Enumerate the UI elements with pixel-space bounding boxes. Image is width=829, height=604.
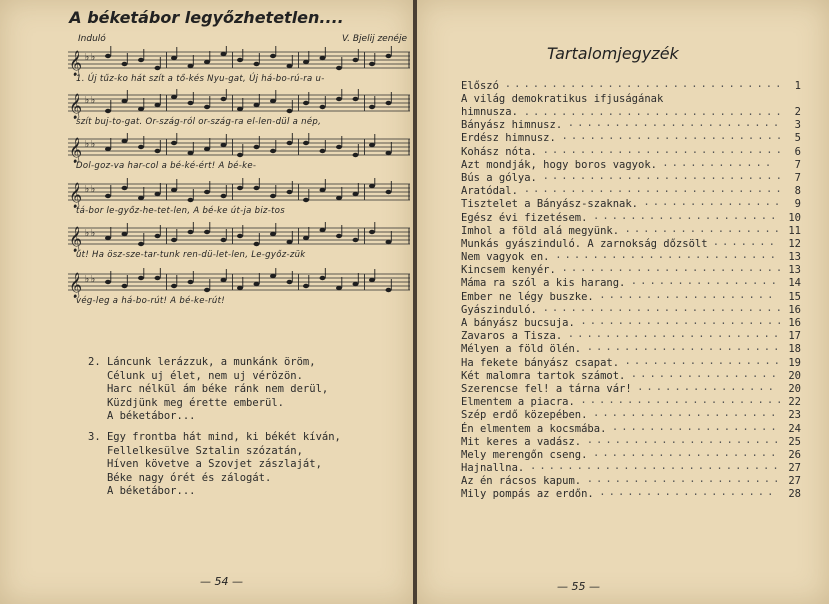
- toc-entry-title: Aratódal.: [461, 185, 518, 198]
- verse-line: 3. Egy frontba hát mind, ki békét kíván,: [88, 431, 341, 443]
- note-head: [254, 145, 260, 149]
- note-head: [254, 62, 260, 66]
- note-head: [287, 190, 293, 194]
- toc-entry-page: 6: [794, 145, 801, 158]
- note-head: [188, 64, 194, 68]
- verse-line: Harc nélkül ám béke ránk nem derül,: [88, 383, 329, 395]
- toc-entry: [461, 488, 801, 501]
- note-head: [336, 286, 342, 290]
- verse-3: [88, 431, 341, 499]
- note-head: [369, 143, 375, 147]
- note-head: [155, 66, 161, 70]
- lyric-line: vég-leg a há-bo-rút! A bé-ke-rút!: [76, 296, 225, 306]
- note-head: [171, 95, 177, 99]
- note-head: [188, 230, 194, 234]
- toc-entry-page: 5: [794, 132, 801, 145]
- verse-line: 2. Láncunk lerázzuk, a munkánk öröm,: [88, 356, 316, 368]
- note-head: [353, 97, 359, 101]
- note-head: [369, 105, 375, 109]
- toc-entry-title: Egész évi fizetésem.: [461, 211, 588, 224]
- toc-leader-dots: .....................: [586, 341, 783, 354]
- toc-leader-dots: ...................: [599, 288, 777, 301]
- toc-entry-page: 19: [788, 356, 801, 369]
- toc-entry: [461, 93, 801, 119]
- note-head: [336, 66, 342, 70]
- note-head: [386, 288, 392, 292]
- staff-lines: [68, 133, 412, 163]
- note-head: [105, 280, 111, 284]
- page-number-right: — 55 —: [557, 580, 600, 593]
- song-title: A béketábor legyőzhetetlen....: [69, 8, 344, 27]
- note-head: [188, 101, 194, 105]
- toc-entry-title: Erdész himnusz.: [461, 132, 556, 145]
- treble-clef-icon: 𝄞: [69, 273, 83, 298]
- note-head: [369, 278, 375, 282]
- toc-entry-title: Tisztelet a Bányász-szaknak.: [461, 198, 639, 211]
- note-head: [386, 101, 392, 105]
- toc-entry-title: Zavaros a Tisza.: [461, 330, 563, 343]
- note-head: [105, 236, 111, 240]
- verse-line: Béke nagy órét és zálogát.: [88, 471, 272, 484]
- toc-entry-title: Előszó: [461, 80, 499, 92]
- note-head: [171, 188, 177, 192]
- note-head: [369, 230, 375, 234]
- toc-leader-dots: ....................: [593, 446, 780, 459]
- toc-entry-title: Máma ra szól a kis harang.: [461, 277, 626, 290]
- toc-entry-page: 28: [788, 488, 801, 501]
- toc-leader-dots: ...............: [643, 196, 784, 209]
- toc-entry-title: Mily pompás az erdőn.: [461, 488, 594, 501]
- note-head: [320, 188, 326, 192]
- note-head: [287, 240, 293, 244]
- flat-icon: ♭♭: [84, 139, 97, 150]
- note-head: [386, 240, 392, 244]
- note-head: [320, 105, 326, 109]
- note-head: [155, 103, 161, 107]
- note-head: [320, 276, 326, 280]
- note-head: [303, 236, 309, 240]
- toc-entry-page: 13: [788, 264, 801, 277]
- toc-leader-dots: ..........................: [542, 169, 785, 182]
- toc-leader-dots: ......................: [580, 315, 786, 327]
- note-head: [105, 54, 111, 58]
- page-number-left: — 54 —: [200, 575, 243, 588]
- note-head: [237, 234, 243, 238]
- staff-lines: [68, 222, 412, 252]
- toc-entry-title: A bányász bucsuja.: [461, 317, 575, 329]
- treble-clef-icon: 𝄞: [69, 51, 83, 76]
- toc-entry-page: 14: [788, 277, 801, 290]
- lyric-line: út! Ha ösz-sze-tar-tunk ren-dü-let-len, Le-győz-zük: [76, 250, 306, 260]
- note-head: [270, 194, 276, 198]
- toc-leader-dots: ...............: [637, 380, 777, 393]
- verse-line: A béketábor...: [88, 410, 196, 422]
- toc-entry: [461, 80, 801, 93]
- note-head: [204, 190, 210, 194]
- note-head: [221, 97, 227, 101]
- note-head: [386, 190, 392, 194]
- note-head: [303, 141, 309, 145]
- toc-entry-title: Munkás gyászinduló. A zarnokság dőzsölt: [461, 237, 708, 250]
- toc-title: Tartalomjegyzék: [547, 44, 679, 63]
- toc-entry-title: Két malomra tartok számot.: [461, 369, 626, 382]
- toc-entry-page: 3: [794, 119, 801, 132]
- note-head: [138, 196, 144, 200]
- toc-entry-title: Szép erdő közepében.: [461, 409, 588, 422]
- toc-entry-page: 20: [788, 369, 801, 382]
- toc-entry-title: A világ demokratikus ifjuságának: [461, 93, 664, 106]
- note-head: [105, 194, 111, 198]
- staff-lines: [68, 46, 412, 76]
- note-head: [320, 149, 326, 153]
- toc-leader-dots: .................: [624, 354, 783, 367]
- toc-entry-page: 23: [788, 409, 801, 422]
- note-head: [303, 101, 309, 105]
- treble-clef-icon: 𝄞: [69, 227, 83, 252]
- note-head: [237, 107, 243, 111]
- staff-lines: [68, 268, 412, 298]
- lyric-line: Dol-goz-va har-col a bé-ké-ért! A bé-ke-: [76, 161, 257, 171]
- toc-entry-title: Mélyen a föld ölén.: [461, 343, 582, 356]
- note-head: [188, 280, 194, 284]
- toc-entry-page: 18: [788, 343, 801, 356]
- toc-entry-title: Ha fekete bányász csapat.: [461, 356, 620, 369]
- note-head: [204, 105, 210, 109]
- verse-line: Fellelkesülve Sztalin szózatán,: [88, 444, 303, 457]
- note-head: [188, 151, 194, 155]
- toc-leader-dots: .....................: [586, 433, 783, 446]
- note-head: [204, 147, 210, 151]
- toc-leader-dots: ..................: [611, 420, 780, 433]
- toc-entry-page: 27: [788, 475, 801, 488]
- verse-line: Küzdjünk meg érette emberül.: [88, 396, 284, 409]
- toc-leader-dots: ........................: [561, 262, 786, 275]
- toc-leader-dots: ..............................: [504, 78, 785, 90]
- note-head: [138, 242, 144, 246]
- note-head: [204, 230, 210, 234]
- tempo-marking: Induló: [78, 34, 106, 44]
- note-head: [237, 58, 243, 62]
- note-head: [221, 278, 227, 282]
- note-head: [122, 62, 128, 66]
- toc-entry-page: 2: [794, 106, 801, 119]
- note-head: [105, 147, 111, 151]
- toc-leader-dots: ............................: [523, 106, 785, 119]
- note-head: [138, 107, 144, 111]
- note-head: [336, 234, 342, 238]
- toc-entry-page: 12: [788, 237, 801, 250]
- toc-entry-page: 10: [788, 211, 801, 224]
- toc-leader-dots: ................: [630, 275, 780, 288]
- note-head: [353, 58, 359, 62]
- toc-entry-page: 16: [788, 303, 801, 316]
- note-head: [287, 141, 293, 145]
- note-head: [155, 234, 161, 238]
- toc-entry-page: 15: [788, 290, 801, 303]
- toc-entry-title: Kincsem kenyér.: [461, 264, 556, 277]
- toc-leader-dots: ....................: [593, 209, 780, 222]
- flat-icon: ♭♭: [84, 274, 97, 285]
- note-head: [171, 141, 177, 145]
- note-head: [369, 62, 375, 66]
- note-head: [270, 54, 276, 58]
- toc-entry-page: 7: [794, 158, 801, 171]
- staff-lines: [68, 178, 412, 208]
- toc-entry-title: Bús a gólya.: [461, 171, 537, 184]
- note-head: [237, 186, 243, 190]
- note-head: [336, 196, 342, 200]
- note-head: [353, 238, 359, 242]
- note-head: [254, 186, 260, 190]
- toc-leader-dots: ............: [662, 156, 775, 169]
- verse-2: [88, 356, 328, 424]
- staff-lines: [68, 89, 412, 119]
- note-head: [303, 284, 309, 288]
- toc-entry-page: 24: [788, 422, 801, 435]
- lyric-line: 1. Új tűz-ko hát szít a tő-kés Nyu-gat, Új há-bo-rú-ra u-: [76, 74, 325, 84]
- note-head: [270, 274, 276, 278]
- note-head: [122, 232, 128, 236]
- note-head: [303, 198, 309, 202]
- toc-leader-dots: ..........................: [542, 301, 785, 314]
- note-head: [122, 186, 128, 190]
- note-head: [221, 238, 227, 242]
- toc-leader-dots: ................: [630, 367, 780, 380]
- flat-icon: ♭♭: [84, 184, 97, 195]
- note-head: [386, 54, 392, 58]
- note-head: [369, 184, 375, 188]
- toc-leader-dots: ......................: [580, 394, 786, 407]
- table-of-contents: [461, 80, 801, 502]
- flat-icon: ♭♭: [84, 228, 97, 239]
- toc-entry-page: 9: [794, 198, 801, 211]
- note-head: [287, 64, 293, 68]
- toc-entry-title: Hajnallna.: [461, 462, 525, 475]
- toc-entry-title: Szerencse fel! a tárna vár!: [461, 382, 632, 395]
- treble-clef-icon: 𝄞: [69, 94, 83, 119]
- toc-leader-dots: .......................: [567, 117, 783, 130]
- toc-entry-title-continued: himnusza.: [461, 106, 518, 119]
- note-head: [105, 109, 111, 113]
- toc-leader-dots: .....................: [586, 473, 783, 486]
- lyric-line: tá-bor le-győz-he-tet-len, A bé-ke út-ja biz-tos: [76, 206, 286, 216]
- toc-leader-dots: .................: [624, 222, 783, 235]
- lyric-line: szít buj-to-gat. Or-szág-ról or-szág-ra el-len-dül a nép,: [76, 117, 322, 127]
- toc-entry-page: 22: [788, 396, 801, 409]
- note-head: [353, 153, 359, 157]
- note-head: [287, 280, 293, 284]
- toc-entry-page: 11: [788, 224, 801, 237]
- note-head: [287, 109, 293, 113]
- note-head: [138, 276, 144, 280]
- toc-entry-page: 25: [788, 435, 801, 448]
- toc-leader-dots: .......: [712, 235, 778, 248]
- note-head: [336, 145, 342, 149]
- note-head: [221, 143, 227, 147]
- toc-leader-dots: ........................: [555, 249, 779, 262]
- note-head: [386, 151, 392, 155]
- note-head: [171, 56, 177, 60]
- note-head: [221, 194, 227, 198]
- note-head: [204, 288, 210, 292]
- toc-entry-page: 1: [794, 80, 801, 92]
- toc-entry-title: Nem vagyok en.: [461, 251, 550, 264]
- toc-entry-title: Azt mondják, hogy boros vagyok.: [461, 158, 657, 171]
- verse-line: A béketábor...: [88, 485, 196, 497]
- toc-entry-title: Mit keres a vadász.: [461, 435, 582, 448]
- toc-entry-page: 7: [794, 171, 801, 184]
- toc-entry-title: Gyászinduló.: [461, 303, 537, 316]
- composer-credit: V. Bjelij zenéje: [342, 34, 407, 44]
- note-head: [155, 276, 161, 280]
- toc-entry-page: 26: [788, 448, 801, 461]
- note-head: [270, 99, 276, 103]
- toc-entry-page: 20: [788, 382, 801, 395]
- note-head: [122, 139, 128, 143]
- toc-leader-dots: ...........................: [530, 460, 782, 473]
- toc-entry-title: Bányász himnusz.: [461, 119, 563, 132]
- toc-entry-title: Kohász nóta.: [461, 145, 537, 158]
- verse-line: Híven követve a Szovjet zászlaját,: [88, 458, 322, 470]
- note-head: [270, 232, 276, 236]
- flat-icon: ♭♭: [84, 52, 97, 63]
- toc-entry-page: 17: [788, 330, 801, 343]
- treble-clef-icon: 𝄞: [69, 183, 83, 208]
- toc-leader-dots: ........................: [561, 130, 786, 143]
- note-head: [188, 198, 194, 202]
- toc-leader-dots: ....................: [593, 407, 780, 420]
- note-head: [336, 97, 342, 101]
- note-head: [237, 286, 243, 290]
- toc-entry-title: Én elmentem a kocsmába.: [461, 422, 607, 435]
- toc-entry-title: Imhol a föld alá megyünk.: [461, 224, 620, 237]
- note-head: [138, 145, 144, 149]
- verse-line: Célunk uj élet, nem uj vérözön.: [88, 369, 303, 382]
- left-page: [0, 0, 413, 604]
- note-head: [171, 238, 177, 242]
- note-head: [237, 153, 243, 157]
- note-head: [270, 149, 276, 153]
- toc-entry-title: Elmentem a piacra.: [461, 396, 575, 409]
- toc-entry-title: Ember ne légy buszke.: [461, 290, 594, 303]
- treble-clef-icon: 𝄞: [69, 138, 83, 163]
- note-head: [353, 192, 359, 196]
- note-head: [155, 149, 161, 153]
- toc-entry-page: 16: [788, 317, 801, 329]
- note-head: [320, 228, 326, 232]
- toc-leader-dots: ..........................: [542, 143, 785, 156]
- toc-entry-page: 27: [788, 462, 801, 475]
- note-head: [303, 60, 309, 64]
- note-head: [254, 242, 260, 246]
- toc-leader-dots: ...................: [599, 486, 777, 499]
- note-head: [138, 58, 144, 62]
- note-head: [254, 282, 260, 286]
- note-head: [320, 56, 326, 60]
- toc-entry-title: Az én rácsos kapum.: [461, 475, 582, 488]
- note-head: [221, 52, 227, 56]
- toc-leader-dots: ............................: [523, 183, 785, 196]
- note-head: [353, 282, 359, 286]
- note-head: [155, 192, 161, 196]
- toc-entry-page: 8: [794, 185, 801, 198]
- note-head: [171, 284, 177, 288]
- note-head: [254, 103, 260, 107]
- flat-icon: ♭♭: [84, 95, 97, 106]
- right-page: [417, 0, 829, 604]
- toc-entry-page: 13: [788, 251, 801, 264]
- toc-entry-title: Mely merengőn cseng.: [461, 448, 588, 461]
- note-head: [122, 99, 128, 103]
- note-head: [204, 60, 210, 64]
- note-head: [122, 284, 128, 288]
- toc-leader-dots: .......................: [567, 328, 783, 341]
